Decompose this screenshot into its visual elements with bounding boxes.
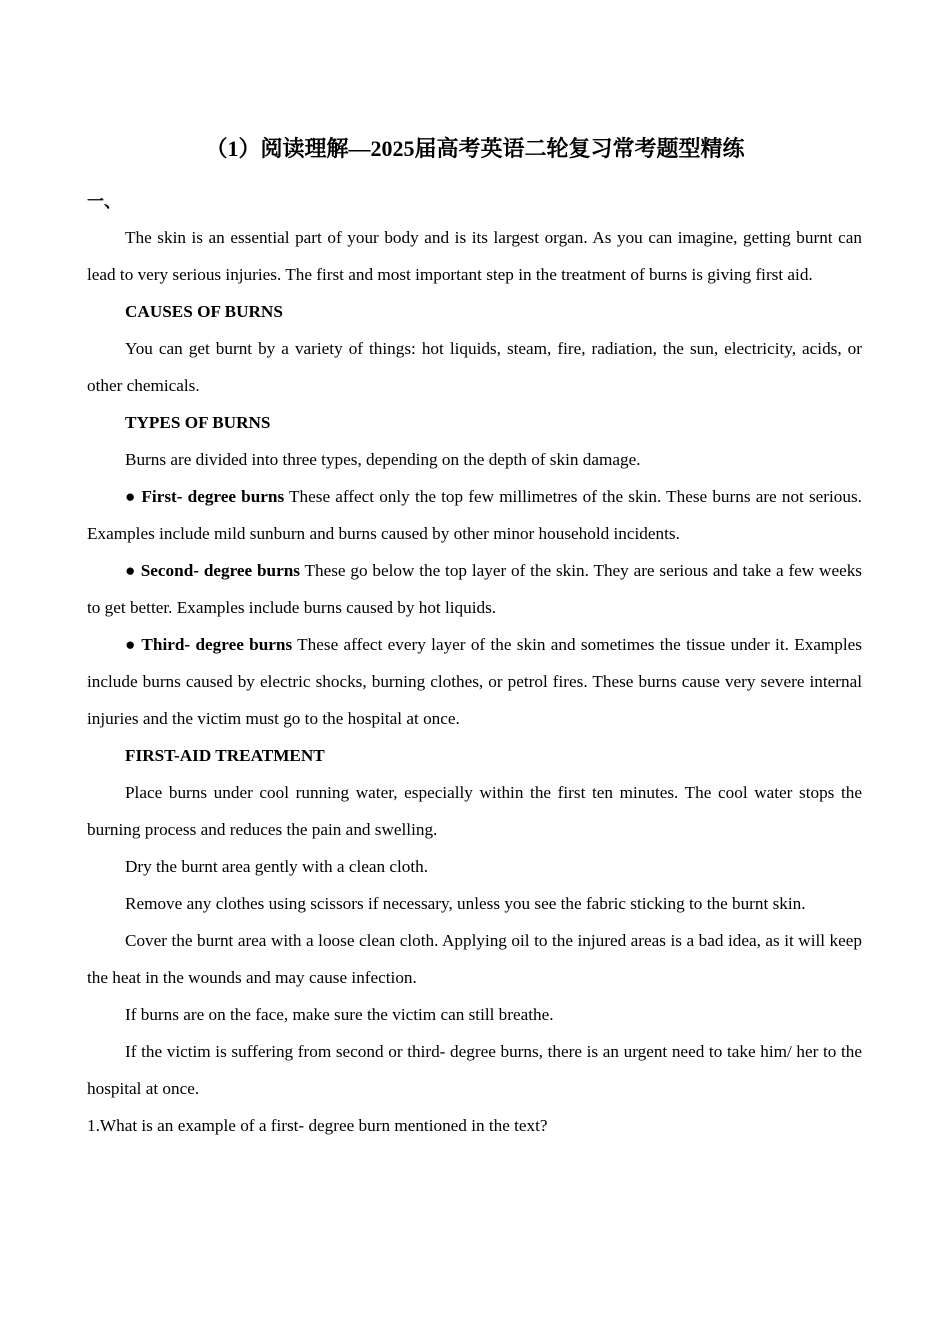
intro-paragraph: The skin is an essential part of your body and is its largest organ. As you can imagine, getting burnt can lead to very serious injuries. The first and most important step in the treatment of burns is giving first aid. xyxy=(87,228,862,284)
treatment-step: If burns are on the face, make sure the victim can still breathe. xyxy=(125,1005,554,1024)
treatment-step: Place burns under cool running water, especially within the first ten minutes. The cool water stops the burning process and reduces the pain and swelling. xyxy=(87,783,862,839)
burn-type-item xyxy=(87,626,862,737)
treatment-step: Remove any clothes using scissors if necessary, unless you see the fabric sticking to the burnt skin. xyxy=(125,894,806,913)
burn-type-text: These go below the top layer of the skin. They are serious and take a few weeks to get better. Examples include burns caused by hot liquids. xyxy=(87,561,862,617)
types-intro-paragraph: Burns are divided into three types, depending on the depth of skin damage. xyxy=(125,450,641,469)
burn-type-label: ● Third- degree burns xyxy=(125,635,293,654)
causes-heading: CAUSES OF BURNS xyxy=(125,302,283,321)
section-number: 一、 xyxy=(87,192,121,211)
treatment-step: If the victim is suffering from second or third- degree burns, there is an urgent need to take him/ her to the hospital at once. xyxy=(87,1042,862,1098)
burn-type-item xyxy=(87,478,862,552)
burn-type-text: These affect only the top few millimetres of the skin. These burns are not serious. Examples include mild sunburn and burns caused by other minor household incidents. xyxy=(87,487,862,543)
causes-paragraph: You can get burnt by a variety of things: hot liquids, steam, fire, radiation, the sun, electricity, acids, or other chemicals. xyxy=(87,339,862,395)
treatment-heading: FIRST-AID TREATMENT xyxy=(125,746,325,765)
treatment-step: Dry the burnt area gently with a clean cloth. xyxy=(125,857,429,876)
question-1: 1.What is an example of a first- degree burn mentioned in the text? xyxy=(87,1116,548,1135)
treatment-step: Cover the burnt area with a loose clean cloth. Applying oil to the injured areas is a bad idea, as it will keep the heat in the wounds and may cause infection. xyxy=(87,931,862,987)
burn-type-label: ● First- degree burns xyxy=(125,487,285,506)
burn-type-item xyxy=(87,552,862,626)
burn-type-text: These affect every layer of the skin and sometimes the tissue under it. Examples include burns caused by electric shocks, burning clothes, or petrol fires. These burns cause very severe internal injuries and the victim must go to the hospital at once. xyxy=(87,635,862,728)
document-title: （1）阅读理解—2025届高考英语二轮复习常考题型精练 xyxy=(205,136,745,161)
types-heading: TYPES OF BURNS xyxy=(125,413,271,432)
burn-type-label: ● Second- degree burns xyxy=(125,561,300,580)
passage-body xyxy=(87,219,862,1144)
